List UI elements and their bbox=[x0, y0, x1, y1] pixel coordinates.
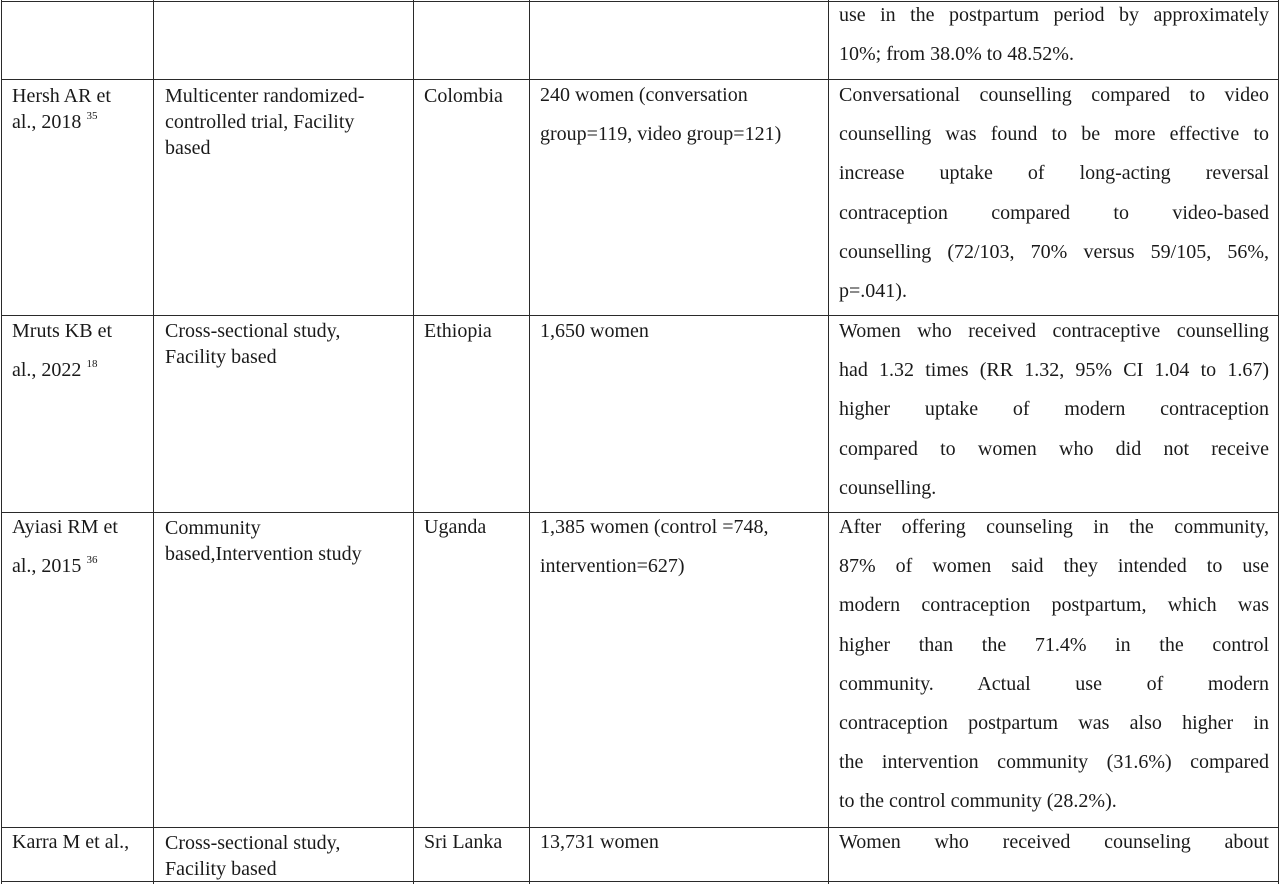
author-cell bbox=[12, 83, 148, 135]
sample-cell bbox=[540, 76, 825, 154]
country-cell bbox=[424, 312, 528, 351]
author-year: al., 2022 bbox=[12, 359, 82, 382]
sample-line: 13,731 women bbox=[540, 831, 659, 853]
finding-cell bbox=[839, 508, 1269, 822]
finding-line: counselling. bbox=[839, 476, 937, 499]
finding-line: contraception compared to video-based bbox=[839, 201, 1269, 224]
finding-cell bbox=[839, 0, 1269, 74]
reference-number: 35 bbox=[86, 110, 98, 122]
sample-line: group=119, video group=121) bbox=[540, 123, 782, 146]
sample-cell bbox=[540, 312, 825, 351]
design-line: controlled trial, Facility bbox=[165, 111, 355, 133]
finding-line: higher uptake of modern contraception bbox=[839, 398, 1269, 421]
author-line bbox=[12, 109, 148, 135]
finding-line: the intervention community (31.6%) compared bbox=[839, 751, 1269, 774]
finding-line: modern contraception postpartum, which was bbox=[839, 594, 1269, 617]
finding-line: to the control community (28.2%). bbox=[839, 790, 1117, 813]
author-line bbox=[12, 547, 148, 586]
finding-line: After offering counseling in the community, bbox=[839, 516, 1269, 538]
design-line: based bbox=[165, 137, 211, 159]
author-year: al., 2018 bbox=[12, 111, 82, 133]
country-cell bbox=[424, 83, 528, 109]
finding-line: increase uptake of long-acting reversal bbox=[839, 162, 1269, 185]
author-line: Hersh AR et bbox=[12, 85, 111, 107]
country-text: Sri Lanka bbox=[424, 831, 503, 853]
finding-line: 87% of women said they intended to use bbox=[839, 555, 1269, 578]
sample-cell bbox=[540, 823, 825, 862]
finding-cell bbox=[839, 823, 1269, 862]
author-year: al., 2015 bbox=[12, 555, 82, 578]
column-divider bbox=[413, 0, 414, 884]
finding-line: had 1.32 times (RR 1.32, 95% CI 1.04 to 1.67) bbox=[839, 359, 1269, 382]
author-cell bbox=[12, 823, 152, 862]
design-line: based,Intervention study bbox=[165, 543, 362, 565]
sample-line: intervention=627) bbox=[540, 555, 685, 578]
finding-line: community. Actual use of modern bbox=[839, 672, 1269, 695]
author-cell bbox=[12, 508, 148, 586]
design-line: Community bbox=[165, 517, 261, 539]
design-cell bbox=[165, 830, 410, 882]
finding-line: p=.041). bbox=[839, 280, 907, 303]
author-line: Mruts KB et bbox=[12, 320, 112, 342]
finding-line: Women who received contraceptive counselling bbox=[839, 320, 1269, 342]
design-cell bbox=[165, 83, 410, 161]
column-divider bbox=[1, 0, 2, 884]
design-line: Facility based bbox=[165, 346, 277, 368]
design-cell bbox=[165, 318, 410, 370]
author-line: Karra M et al., bbox=[12, 831, 130, 853]
country-cell bbox=[424, 823, 528, 862]
author-cell bbox=[12, 312, 148, 390]
column-divider bbox=[529, 0, 530, 884]
design-line: Cross-sectional study, bbox=[165, 320, 341, 342]
design-cell bbox=[165, 515, 410, 567]
design-line: Facility based bbox=[165, 858, 277, 880]
column-divider bbox=[1278, 0, 1279, 884]
sample-line: 1,385 women (control =748, bbox=[540, 516, 769, 538]
sample-line: 240 women (conversation bbox=[540, 84, 748, 106]
finding-line: contraception postpartum was also higher in bbox=[839, 712, 1269, 735]
finding-line: counselling was found to be more effective to bbox=[839, 123, 1269, 146]
reference-number: 36 bbox=[86, 554, 98, 567]
column-divider bbox=[153, 0, 154, 884]
country-cell bbox=[424, 508, 528, 547]
finding-cell bbox=[839, 76, 1269, 311]
finding-line: Conversational counselling compared to video bbox=[839, 84, 1269, 106]
sample-cell bbox=[540, 508, 825, 586]
finding-line: compared to women who did not receive bbox=[839, 437, 1269, 460]
author-line bbox=[12, 351, 148, 390]
author-line: Ayiasi RM et bbox=[12, 516, 118, 538]
sample-line: 1,650 women bbox=[540, 320, 649, 342]
country-text: Ethiopia bbox=[424, 320, 492, 342]
design-line: Cross-sectional study, bbox=[165, 832, 341, 854]
finding-line: higher than the 71.4% in the control bbox=[839, 633, 1269, 656]
country-text: Colombia bbox=[424, 85, 503, 107]
design-line: Multicenter randomized- bbox=[165, 85, 365, 107]
reference-number: 18 bbox=[86, 358, 98, 371]
country-text: Uganda bbox=[424, 516, 487, 538]
column-divider bbox=[828, 0, 829, 884]
finding-cell bbox=[839, 312, 1269, 508]
finding-line: use in the postpartum period by approximately bbox=[839, 4, 1269, 26]
finding-line: Women who received counseling about bbox=[839, 831, 1269, 853]
finding-line: counselling (72/103, 70% versus 59/105, 56%, bbox=[839, 240, 1269, 263]
finding-line: 10%; from 38.0% to 48.52%. bbox=[839, 43, 1074, 66]
